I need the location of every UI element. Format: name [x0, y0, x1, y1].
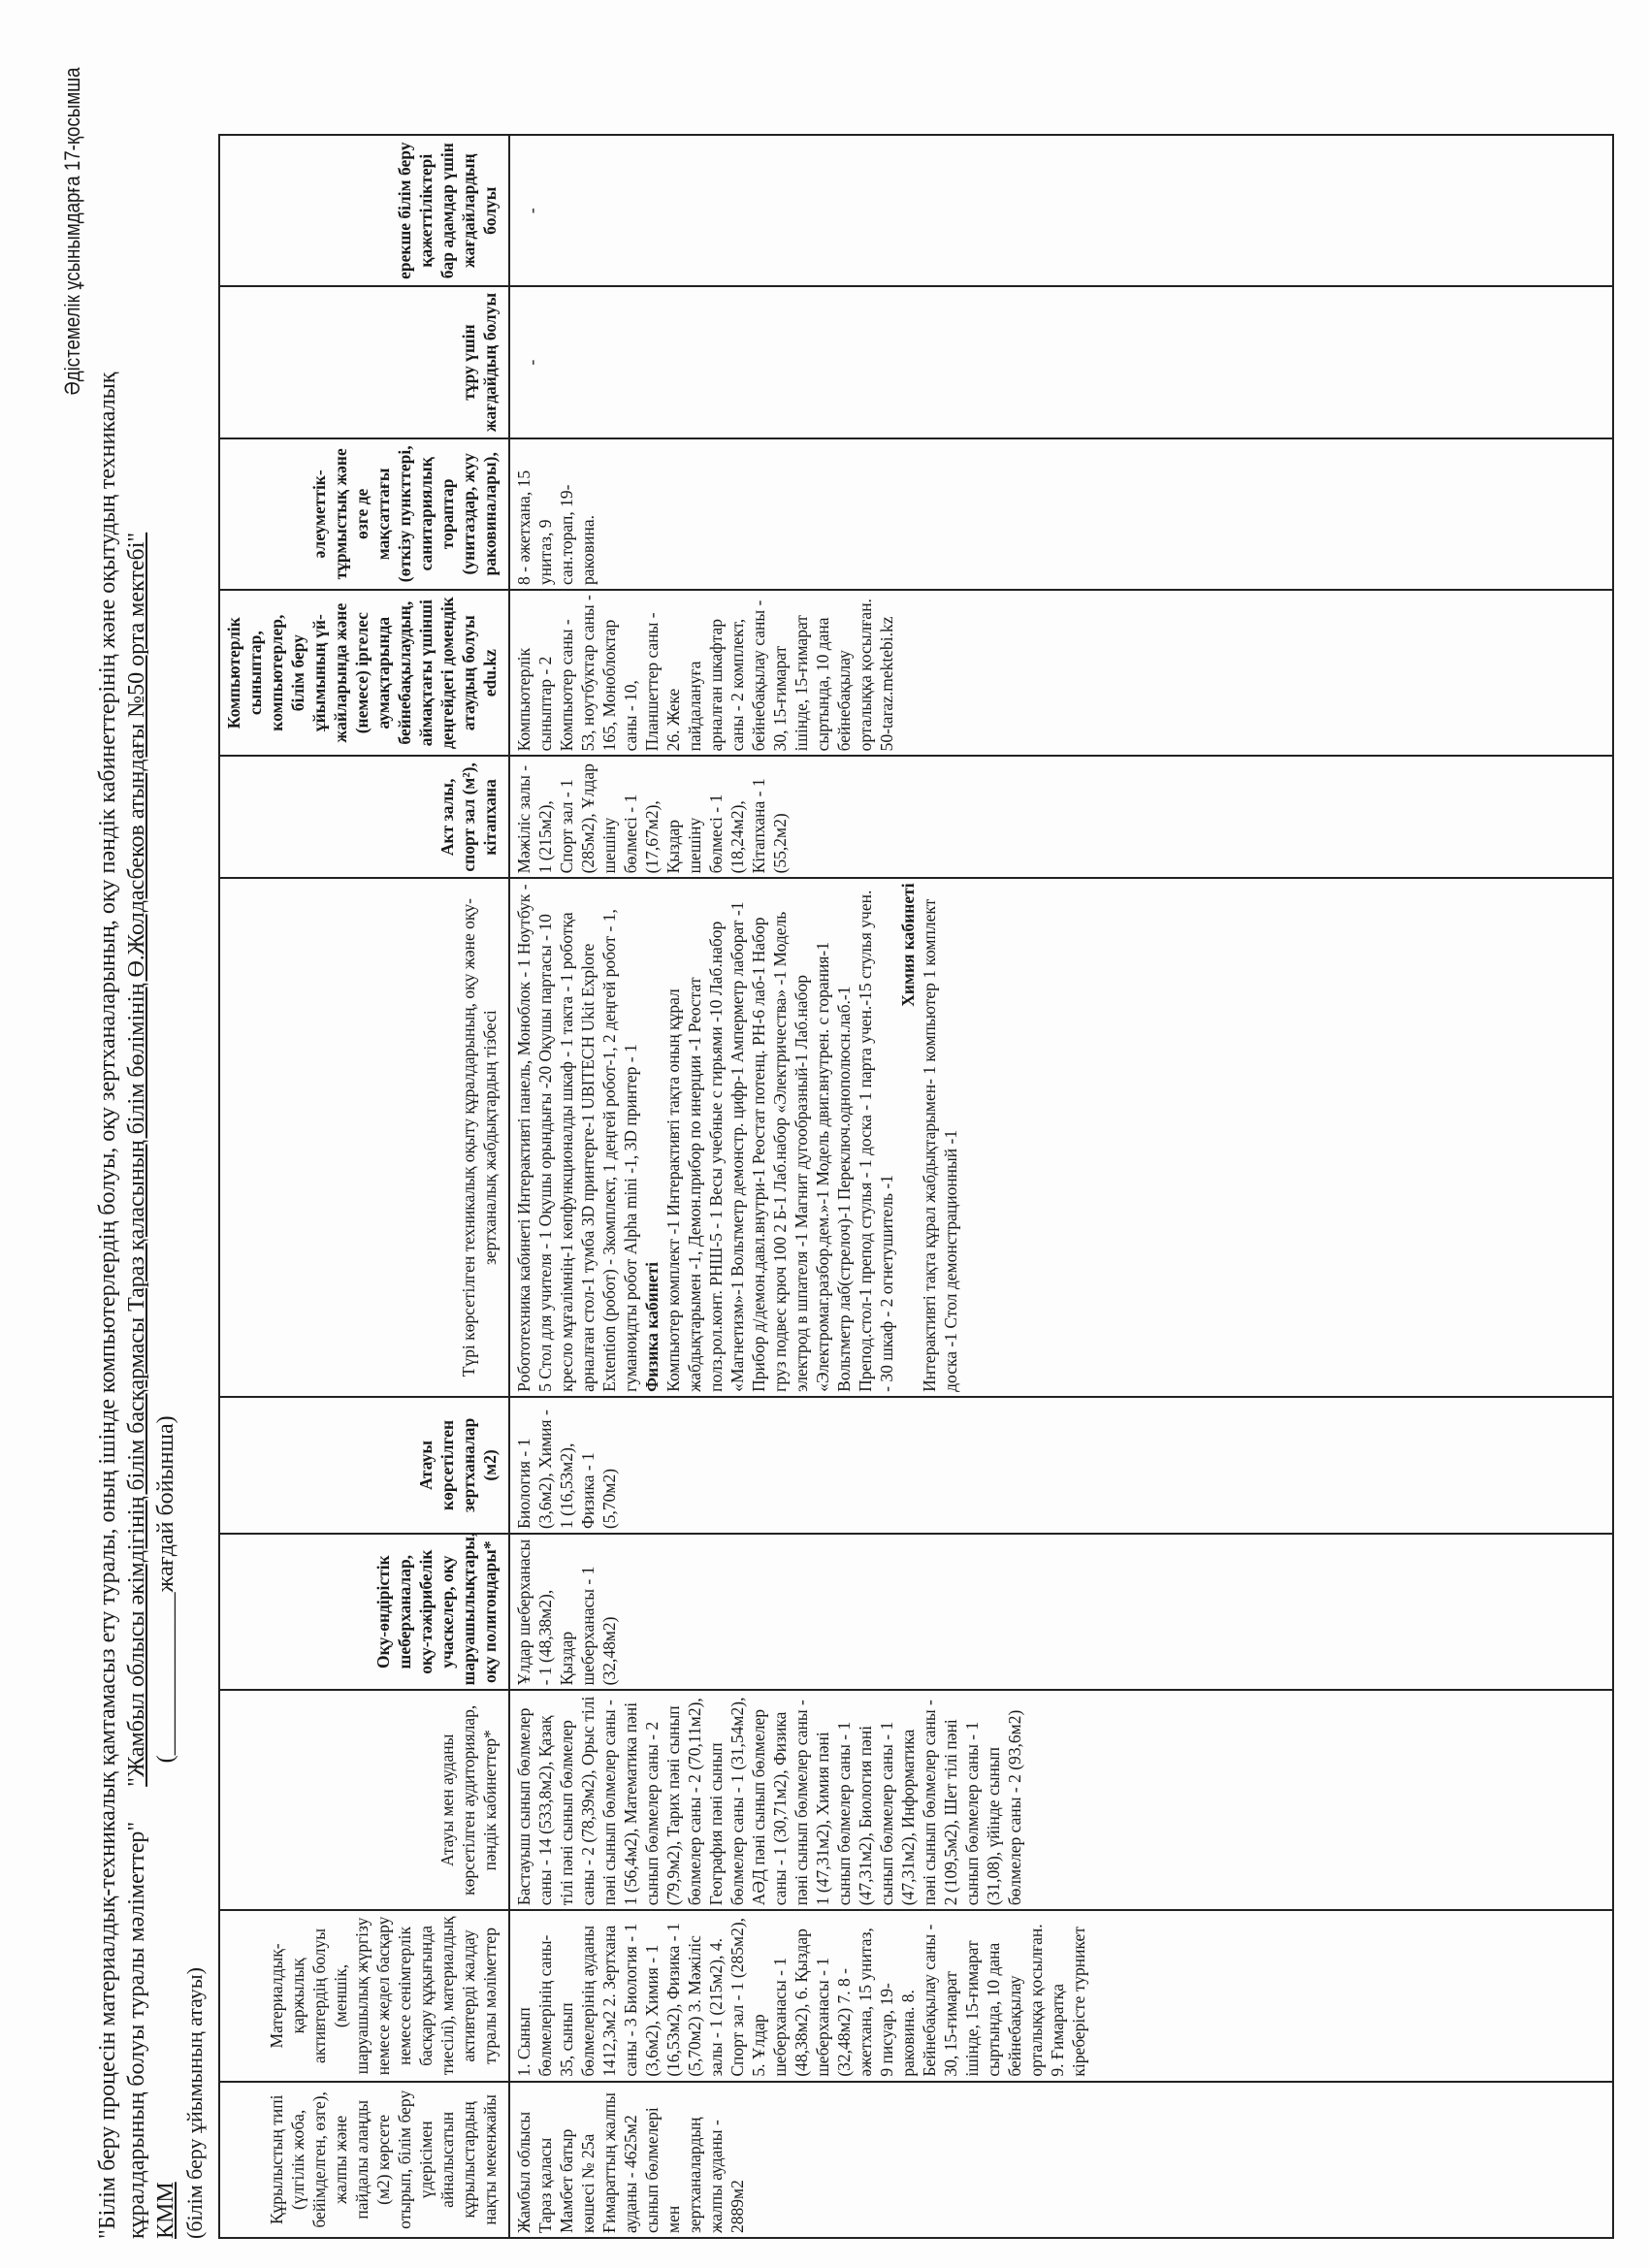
appendix-label: Әдістемелік ұсынымдарға 17-қосымша — [60, 68, 84, 396]
cell-workshops: Ұлдар шеберханасы - 1 (48,38м2), Қыздар шеберханасы - 1 (32,48м2) — [509, 1534, 1613, 1690]
cell-living — [509, 286, 1613, 437]
organization-name: "Жамбыл облысы әкімдігінің білім басқармасы Тараз қаласының білім бөлімінің Ө.Жолдасбеков атындағы №50 орта мектебі" — [124, 532, 149, 1787]
header-workshops: Оқу-өндірістік шеберханалар, оқу-тәжірибелік учаскелер, оқу шаруашылықтары, оқу полигондары* — [219, 1534, 509, 1690]
physics-title: Физика кабинеті — [642, 1261, 662, 1392]
org-type: КММ — [153, 2182, 178, 2239]
header-sanitary: әлеуметтік-тұрмыстық және өзге де мақсаттағы (өткізу пункттері, санитариялық тораптар (унитаздар, жуу раковиналары), — [219, 438, 509, 590]
cell-computers: Компьютерлік сыныптар - 2 Компьютер саны - 53, ноутбуктар саны - 165, Моноблоктар саны - 10, Планшеттер саны - 26. Жеке пайдалануға арналған шкафтар саны - 2 комплект, бейнебақылау саны - 30, 15-ғимарат ішінде, 15-ғимарат сыртында, 10 дана бейнебақылау орталыққа қосылған. 50-taraz.mektebi.kz — [509, 590, 1613, 756]
header-halls: Акт залы, спорт зал (м²), кітапхана — [219, 756, 509, 878]
robotics-list: Интерактивті панель, Моноблок - 1 Ноутбук - 5 Стол для учителя - 1 Оқушы орындығы -20 Оқушы партасы - 10 кресло мұғалімнің-1 көпфункционалды шкаф - 1 такта - 1 роботқа арналған стол-1 тумба 3D принтерге-1 UBITECH Ukit Explore Extention (робот) - 3комплект, 1 деңгей робот-1, 2 деңгей робот - 1, гуманоидты робот Alpha mini -1, 3D принтер - 1 — [514, 884, 640, 1392]
title-line-1: "Білім беру процесін материалдық-техникалық қамтамасыз ету туралы, оның ішінде компьютерлердің болуы, оқу зертханаларының, оқу пәндік кабинеттерінің және оқытудың техникалық — [95, 372, 120, 2239]
header-address: Құрылыстың типі (үлгілік жоба, бейімделген, өзге), жалпы және пайдалы алаңды (м2) көрсете отырып, білім беру үдерісімен айналысатын құрылыстардың нақты мекенжайы — [219, 2082, 509, 2238]
cell-sanitary: 8 - әжетхана, 15 унитаз, 9 сан.торап, 19-раковина. — [509, 438, 1613, 590]
header-labs: Атауы көрсетілген зертханалар (м2) — [219, 1397, 509, 1534]
cell-assets: 1. Сынып бөлмелерінің саны- 35, сынып бөлмелерінің ауданы 1412,3м2 2. Зертхана саны - 3 Биология - 1 (3,6м2), Химия - 1 (16,53м2), Физика - 1 (5,70м2) 3. Мәжіліс залы - 1 (215м2), 4. Спорт зал - 1 (285м2), 5. Ұлдар шеберханасы - 1 (48,38м2), 6. Қыздар шеберханасы - 1 (32,48м2) 7. 8 - әжетхана, 15 унитаз, 9 писуар, 19-раковина. 8. Бейнебақылау саны - 30, 15-ғимарат ішінде, 15-ғимарат сыртында, 10 дана бейнебақылау орталыққа қосылған. 9. Ғимаратқа кіреберісте турникет — [509, 1910, 1613, 2081]
chemistry-list: Интерактивті тақта құрал жабдықтарымен- 1 компьютер 1 комплект доска -1 Стол демонстрационный -1 — [920, 898, 960, 1392]
special-needs-value: - — [522, 208, 541, 214]
cell-labs: Биология - 1 (3,6м2), Химия - 1 (16,53м2), Физика - 1 (5,70м2) — [509, 1397, 1613, 1534]
title-line-2-a: құралдарының болуы туралы мәліметтер" — [124, 1821, 149, 2239]
title-line-3 — [151, 66, 180, 2239]
title-line-2 — [122, 66, 151, 2239]
robotics-title: Робототехника кабинеті — [514, 1218, 534, 1392]
table-row — [509, 135, 1613, 2238]
header-computers: Компьютерлік сыныптар, компьютерлер, білім беру ұйымының үй-жайларында және (немесе) іргелес аумақтарында бейнебақылаудың, аймақтағы үшінші деңгейдегі домендік атаудың болуы edu.kz — [219, 590, 509, 756]
header-special-needs: ерекше білім беру қажеттіліктері бар адамдар үшін жағдайлардың болуы — [219, 135, 509, 286]
chemistry-title: Химия кабинеті — [898, 883, 918, 1007]
assets-table — [218, 134, 1614, 2239]
cell-special-needs — [509, 135, 1613, 286]
header-living: тұру үшін жағдайдың болуы — [219, 286, 509, 437]
document-title — [93, 66, 210, 2239]
physics-list: Компьютер комплект -1 Интерактивті тақта оның құрал жабдықтарымен -1, Демон.прибор по инерции -1 Реостат полз.рол.конт. РНШ-5 - 1 Весы учебные с гирьями -10 Лаб.набор «Магнетизм»-1 Вольтметр демонстр. цифр-1 Амперметр лаборат -1 Прибор д/демон.давл.внутри-1 Реостат потенц. РН-6 лаб-1 Набор груз подвес крюч 100 2 Б-1 Лаб.набор «Электричества» -1 Модель электрод в шпателя -1 Магнит дугообразный-1 Лаб.набор «Электромаг.разбор.дем.»-1 Модель двиг.внутрен. с горания-1 Вольтметр лаб(стрелоч)-1 Переключ.однополюсн.лаб.-1 Препод.стол-1 препод стулья - 1 доска - 1 парта учен.-15 стулья учен. - 30 шкаф - 2 огнетушитель -1 — [663, 890, 896, 1392]
header-equipment: Түрі көрсетілген техникалық оқыту құралдарының, оқу және оқу-зертханалық жабдықтардың тізбесі — [219, 878, 509, 1396]
cell-equipment — [509, 878, 1613, 1396]
table-header-row — [219, 135, 509, 2238]
header-assets: Материалдық-қаржылық активтердің болуы (меншік, шаруашылық жүргізу немесе жедел басқару немесе сенімгерлік басқару құқығында тиесілі), материалдық активтерді жалдау туралы мәліметтер — [219, 1910, 509, 2081]
title-line-4: (білім беру ұйымының атауы) — [182, 1967, 207, 2239]
cell-halls: Мәжіліс залы - 1 (215м2), Спорт зал - 1 (285м2), Ұлдар шешіну бөлмесі - 1 (17,67м2), Қыздар шешіну бөлмесі - 1 (18,24м2), Кітапхана - 1 (55,2м2) — [509, 756, 1613, 878]
cell-classrooms: Бастауыш сынып бөлмелер саны - 14 (533,8м2), Қазақ тілі пәні сынып бөлмелер саны - 2 (78,39м2), Орыс тілі пәні сынып бөлмелер саны - 1 (56,4м2), Математика пәні сынып бөлмелер саны - 2 (79,9м2), Тарих пәні сынып бөлмелер саны - 2 (70,11м2), География пәні сынып бөлмелер саны - 1 (31,54м2), АӘД пәні сынып бөлмелер саны - 1 (30,71м2), Физика пәні сынып бөлмелер саны - 1 (47,31м2), Химия пәні сынып бөлмелер саны - 1 (47,31м2), Биология пәні сынып бөлмелер саны - 1 (47,31м2), Информатика пәні сынып бөлмелер саны - 2 (109,5м2), Шет тілі пәні сынып бөлмелер саны - 1 (31,08), үйінде сынып бөлмелер саны - 2 (93,6м2) — [509, 1690, 1613, 1910]
date-condition: (______________жағдай бойынша) — [153, 1415, 178, 1764]
cell-address: Жамбыл облысы Тараз қаласы Мамбет батыр көшесі № 25а Ғимараттың жалпы ауданы - 4625м2 сынып бөлмелері мен зертханалардың жалпы ауданы - 2889м2 — [509, 2082, 1613, 2238]
header-classrooms: Атауы мен ауданы көрсетілген аудиториялар, пәндік кабинеттер* — [219, 1690, 509, 1910]
living-value: - — [522, 359, 541, 366]
